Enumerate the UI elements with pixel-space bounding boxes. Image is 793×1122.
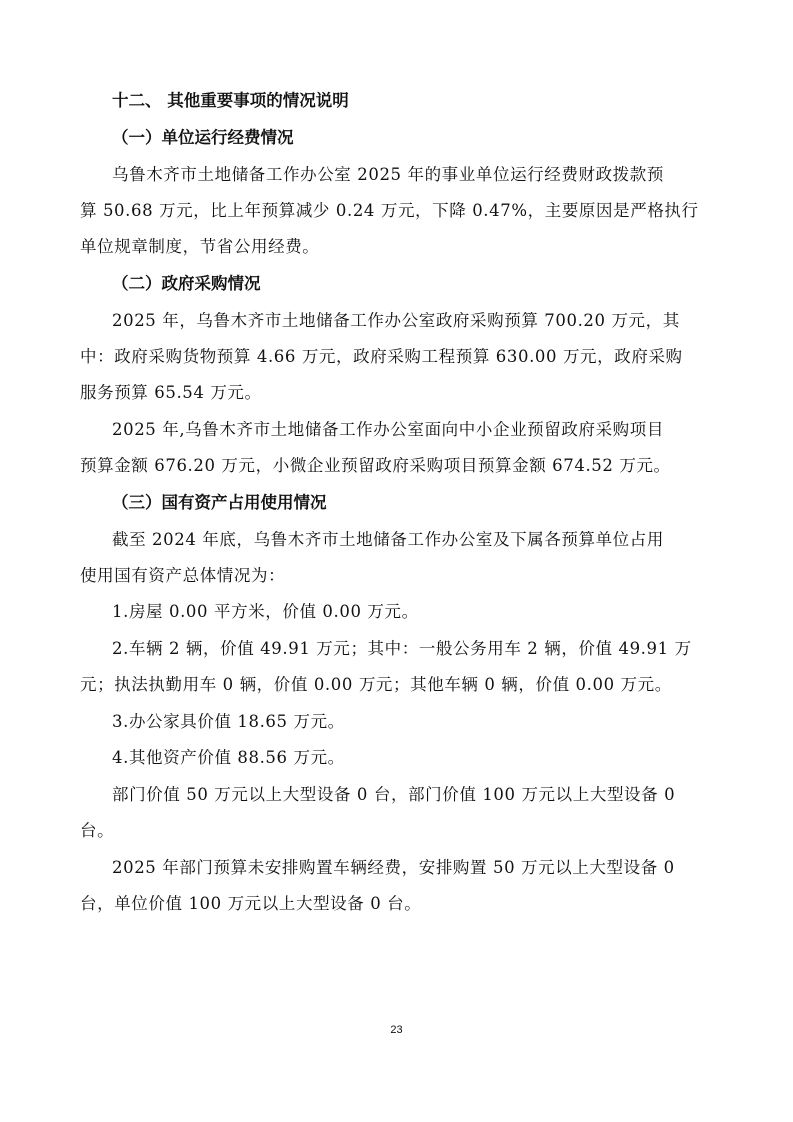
paragraph-line: 2025 年，乌鲁木齐市土地储备工作办公室政府采购预算 700.20 万元，其 xyxy=(112,311,680,330)
paragraph-line: 预算金额 676.20 万元，小微企业预留政府采购项目预算金额 674.52 万元。 xyxy=(80,456,671,475)
page-number: 23 xyxy=(390,1024,403,1036)
paragraph-line: 服务预算 65.54 万元。 xyxy=(80,383,262,402)
paragraph-line: 截至 2024 年底，乌鲁木齐市土地储备工作办公室及下属各预算单位占用 xyxy=(112,530,664,549)
paragraph-line: 使用国有资产总体情况为： xyxy=(80,566,286,585)
paragraph-line: 2025 年部门预算未安排购置车辆经费，安排购置 50 万元以上大型设备 0 xyxy=(112,858,675,877)
paragraph-line: 算 50.68 万元，比上年预算减少 0.24 万元，下降 0.47%，主要原因是严格执行 xyxy=(80,201,699,220)
subsection-title-procurement: （二）政府采购情况 xyxy=(112,274,261,293)
subsection-title-state-assets: （三）国有资产占用使用情况 xyxy=(112,493,327,512)
paragraph-line: 台，单位价值 100 万元以上大型设备 0 台。 xyxy=(80,894,422,913)
paragraph-line: 中：政府采购货物预算 4.66 万元，政府采购工程预算 630.00 万元，政府采购 xyxy=(80,347,683,366)
list-item-housing: 1.房屋 0.00 平方米，价值 0.00 万元。 xyxy=(112,602,419,621)
paragraph-line: 2025 年,乌鲁木齐市土地储备工作办公室面向中小企业预留政府采购项目 xyxy=(112,420,664,439)
section-heading: 十二、 其他重要事项的情况说明 xyxy=(112,91,349,110)
list-item-furniture: 3.办公家具价值 18.65 万元。 xyxy=(112,712,345,731)
paragraph-line: 台。 xyxy=(80,821,115,840)
list-item-vehicles: 2.车辆 2 辆，价值 49.91 万元；其中：一般公务用车 2 辆，价值 49.91 万 xyxy=(112,639,692,658)
paragraph-line: 元；执法执勤用车 0 辆，价值 0.00 万元；其他车辆 0 辆，价值 0.00 万元。 xyxy=(80,675,672,694)
paragraph-line: 单位规章制度，节省公用经费。 xyxy=(80,237,320,256)
paragraph-line: 乌鲁木齐市土地储备工作办公室 2025 年的事业单位运行经费财政拨款预 xyxy=(112,165,664,184)
paragraph-line: 部门价值 50 万元以上大型设备 0 台，部门价值 100 万元以上大型设备 0 xyxy=(112,785,676,804)
subsection-title-operating-funds: （一）单位运行经费情况 xyxy=(112,128,294,147)
list-item-other-assets: 4.其他资产价值 88.56 万元。 xyxy=(112,748,345,767)
